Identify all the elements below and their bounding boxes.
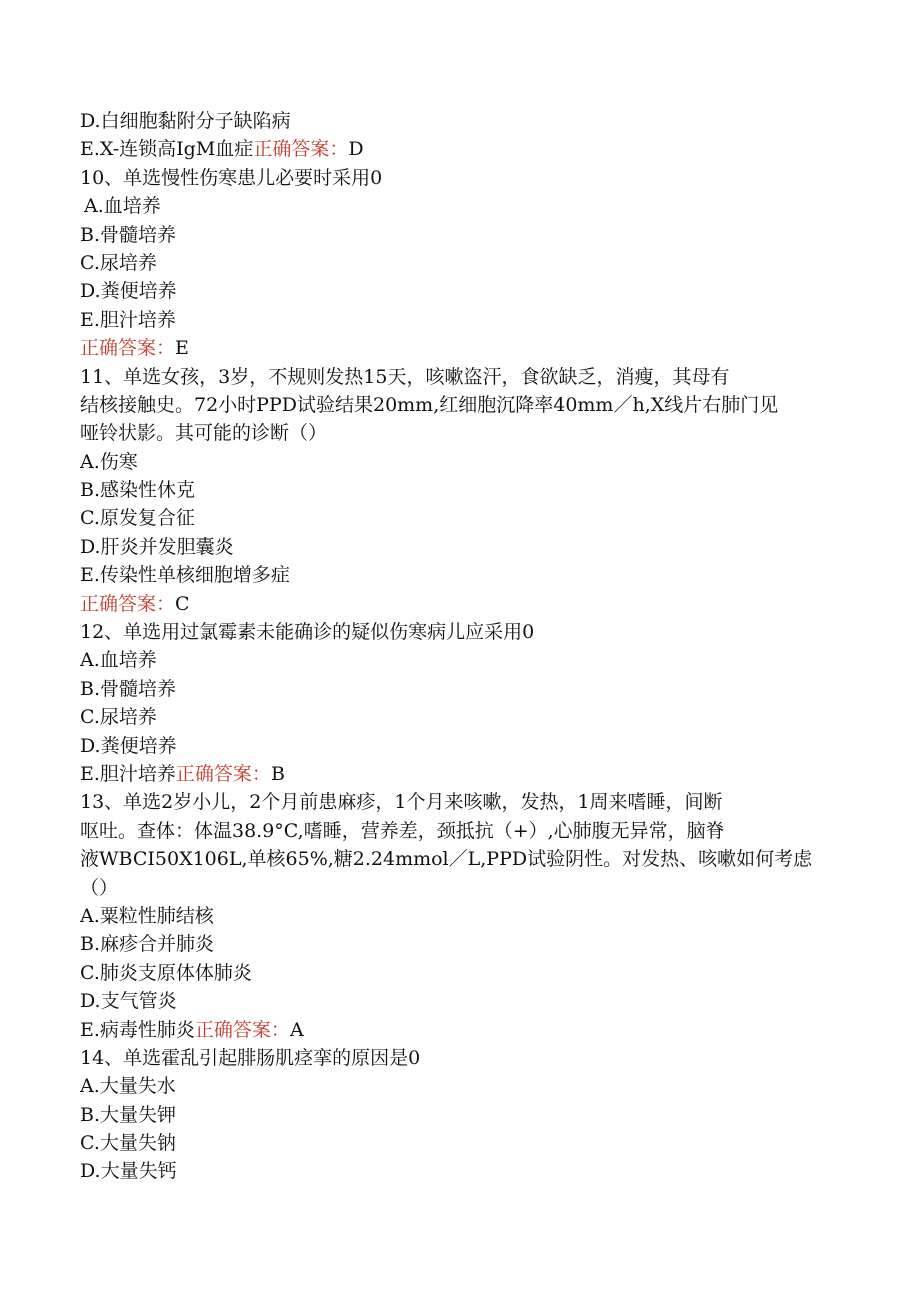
option-line: C.原发复合征 (80, 507, 195, 530)
option-line: C.尿培养 (80, 251, 157, 274)
answer-label: 正确答案： (80, 337, 176, 360)
question-line: 呕吐。查体：体温38.9°C,嗜睡，营养差，颈抵抗（+）,心肺腹无异常，脑脊 (80, 819, 725, 842)
option-line: C.尿培养 (80, 706, 157, 729)
option-line: D.粪便培养 (80, 734, 177, 757)
answer-line (80, 334, 840, 362)
option-line: B.骨髓培养 (80, 223, 177, 246)
option-line-with-answer: E.X-连锁高IgM血症正确答案：D (80, 138, 364, 161)
option-line-with-answer: E.病毒性肺炎正确答案：A (80, 1018, 304, 1041)
option-line: A.伤寒 (80, 450, 138, 473)
option-line: D.粪便培养 (80, 280, 177, 303)
question-line: 液WBCI50X106L,单核65%,糖2.24mmol／L,PPD试验阴性。对发热、咳嗽如何考虑 (80, 848, 813, 871)
answer-label: 正确答案： (175, 762, 271, 785)
option-line: C.大量失钠 (80, 1132, 176, 1155)
option-line: C.肺炎支原体体肺炎 (80, 961, 252, 984)
option-line: D.支气管炎 (80, 990, 177, 1013)
answer-value: C (175, 592, 190, 615)
option-line: D.白细胞黏附分子缺陷病 (80, 110, 291, 132)
answer-value: E (175, 337, 189, 360)
option-line: A.大量失水 (80, 1075, 176, 1098)
question-line: 14、单选霍乱引起腓肠肌痉挛的原因是0 (80, 1046, 421, 1069)
option-line: B.感染性休克 (80, 479, 196, 502)
question-line: 11、单选女孩，3岁，不规则发热15天，咳嗽盗汗，食欲缺乏，消瘦，其母有 (80, 365, 730, 388)
option-line: A.血培养 (84, 195, 161, 218)
option-line: E.胆汁培养 (80, 308, 176, 331)
option-line: B.麻疹合并肺炎 (80, 933, 215, 956)
question-line: 结核接触史。72小时PPD试验结果20mm,红细胞沉降率40mm／h,X线片右肺门见 (80, 393, 779, 416)
option-line: A.血培养 (80, 649, 157, 672)
answer-line (80, 590, 840, 618)
document-page (80, 107, 840, 1186)
option-line: E.传染性单核细胞增多症 (80, 564, 290, 587)
question-line: 哑铃状影。其可能的诊断（） (80, 422, 328, 445)
answer-value: B (270, 762, 285, 785)
answer-label: 正确答案： (80, 592, 176, 615)
question-line: 13、单选2岁小儿，2个月前患麻疹，1个月来咳嗽，发热，1周来嗜睡，间断 (80, 791, 723, 814)
option-line: B.大量失钾 (80, 1103, 177, 1126)
question-line: 10、单选慢性伤寒患儿必要时采用0 (80, 166, 383, 189)
answer-label: 正确答案： (194, 1018, 290, 1041)
option-line: A.粟粒性肺结核 (80, 904, 214, 927)
question-line: 12、单选用过氯霉素未能确诊的疑似伤寒病儿应采用0 (80, 621, 535, 644)
answer-value: D (348, 138, 364, 161)
question-line: （） (80, 876, 119, 899)
option-line-with-answer: E.胆汁培养正确答案：B (80, 762, 285, 785)
answer-label: 正确答案： (253, 138, 349, 161)
option-line: B.骨髓培养 (80, 677, 177, 700)
option-line: D.肝炎并发胆囊炎 (80, 535, 234, 558)
option-line: D.大量失钙 (80, 1160, 177, 1183)
answer-value: A (289, 1018, 304, 1041)
